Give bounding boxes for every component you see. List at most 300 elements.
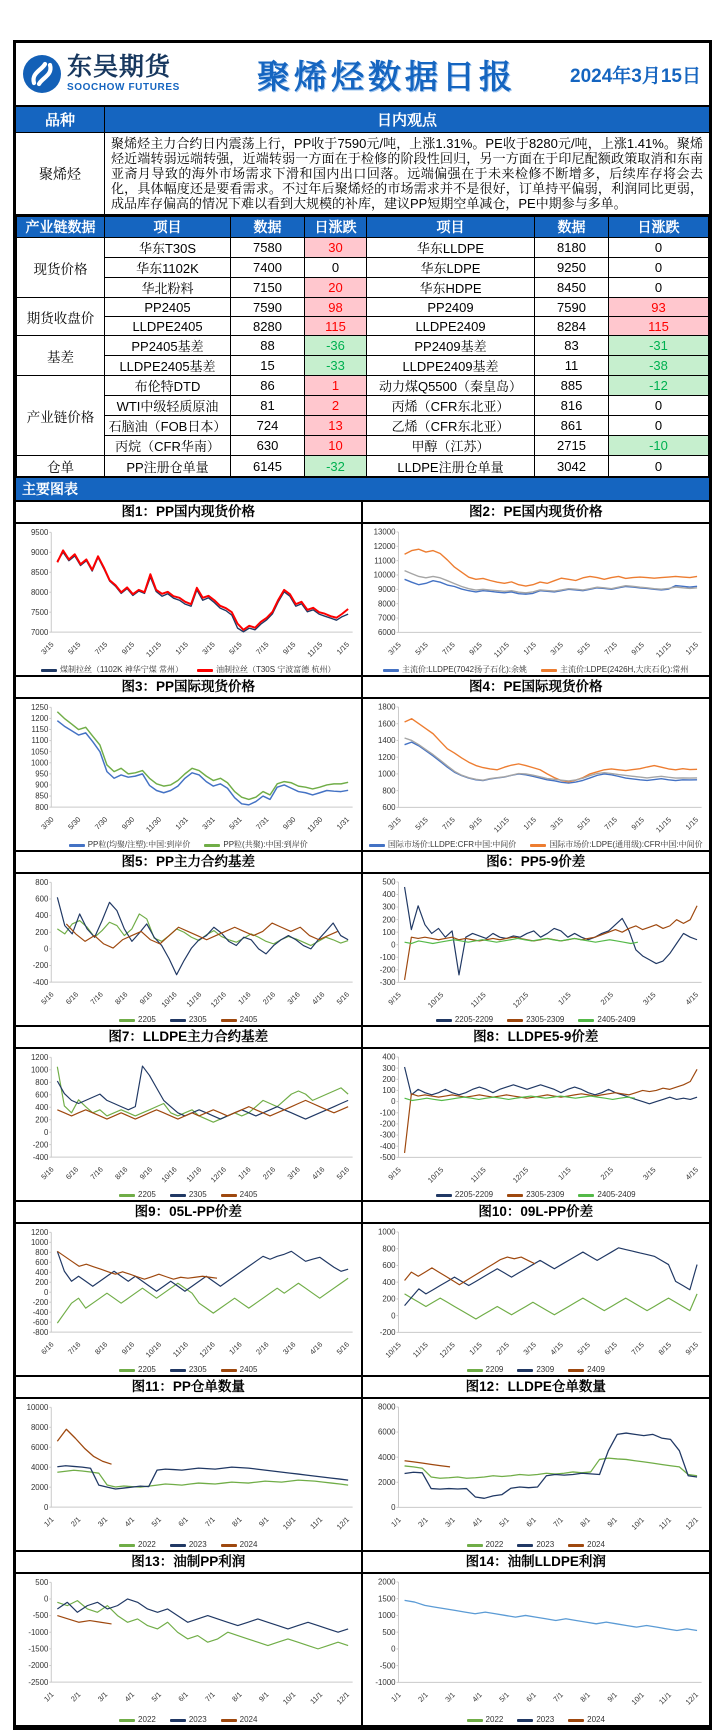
item-cell: 华东1102K bbox=[105, 258, 231, 278]
svg-text:0: 0 bbox=[43, 1287, 49, 1297]
legend-item bbox=[170, 1540, 207, 1550]
svg-text:12/16: 12/16 bbox=[208, 989, 228, 1010]
legend-item bbox=[383, 665, 527, 675]
legend-label: 煤制拉丝（1102K 神华宁煤 常州） bbox=[59, 665, 183, 674]
legend-label: 2305 bbox=[188, 1015, 207, 1024]
value-cell: 7590 bbox=[231, 298, 305, 317]
legend-label: 2023 bbox=[188, 1715, 207, 1724]
legend-item bbox=[221, 1715, 258, 1725]
svg-text:-400: -400 bbox=[32, 1152, 49, 1162]
legend-label: 主流价:LDPE(2426H,大庆石化):常州 bbox=[559, 665, 689, 674]
legend-swatch-icon bbox=[119, 1194, 135, 1197]
brand-name-en: SOOCHOW FUTURES bbox=[67, 82, 180, 93]
change-cell: 98 bbox=[305, 298, 367, 317]
chart-svg bbox=[365, 1401, 708, 1535]
svg-text:8/1: 8/1 bbox=[577, 1690, 592, 1704]
svg-text:9/15: 9/15 bbox=[280, 639, 298, 657]
legend-label: 油制拉丝（T30S 宁波富德 杭州） bbox=[215, 665, 336, 674]
legend-item bbox=[204, 840, 307, 850]
svg-text:800: 800 bbox=[35, 877, 49, 887]
legend-item bbox=[517, 1365, 554, 1375]
legend-label: 2405 bbox=[239, 1365, 258, 1374]
svg-text:7/16: 7/16 bbox=[88, 1164, 105, 1182]
svg-text:1/16: 1/16 bbox=[236, 1164, 253, 1182]
svg-text:-800: -800 bbox=[32, 1327, 49, 1337]
legend-label: 2022 bbox=[485, 1540, 504, 1549]
table-row bbox=[17, 416, 709, 436]
chart-series-line bbox=[57, 1466, 348, 1489]
chain-table bbox=[16, 216, 709, 478]
brand-name-cn: 东吴期货 bbox=[67, 53, 172, 81]
value-cell: 86 bbox=[231, 376, 305, 396]
chart-series-line bbox=[57, 1616, 111, 1624]
legend-label: 2409 bbox=[587, 1365, 605, 1374]
svg-text:1500: 1500 bbox=[377, 1594, 396, 1604]
chart-plot bbox=[363, 874, 710, 1025]
svg-text:100: 100 bbox=[381, 1086, 396, 1096]
change-cell: 0 bbox=[305, 258, 367, 278]
svg-text:9/15: 9/15 bbox=[385, 990, 403, 1007]
value-cell: 8284 bbox=[535, 317, 609, 336]
svg-text:13000: 13000 bbox=[373, 527, 396, 537]
item-cell: PP2409基差 bbox=[367, 336, 535, 356]
item-cell: LLDPE2409基差 bbox=[367, 356, 535, 376]
svg-text:5/1: 5/1 bbox=[149, 1514, 164, 1529]
svg-text:1000: 1000 bbox=[377, 1611, 396, 1621]
svg-text:11/15: 11/15 bbox=[410, 1340, 430, 1360]
svg-text:11/1: 11/1 bbox=[656, 1690, 673, 1707]
svg-text:500: 500 bbox=[35, 1577, 49, 1587]
item-cell: WTI中级轻质原油 bbox=[105, 396, 231, 416]
change-cell: 0 bbox=[609, 238, 709, 258]
svg-text:3/15: 3/15 bbox=[39, 639, 56, 657]
legend-swatch-icon bbox=[568, 1369, 584, 1372]
legend-swatch-icon bbox=[119, 1719, 135, 1722]
chart-legend bbox=[365, 1540, 708, 1550]
chart-cell-5 bbox=[16, 852, 363, 1027]
legend-item bbox=[568, 1715, 605, 1725]
legend-swatch-icon bbox=[436, 1019, 452, 1022]
svg-text:7/31: 7/31 bbox=[254, 814, 271, 832]
value-cell: 816 bbox=[535, 396, 609, 416]
chart-title: 图8：LLDPE5-9价差 bbox=[363, 1027, 710, 1049]
chart-legend bbox=[18, 1540, 359, 1550]
item-cell: 布伦特DTD bbox=[105, 376, 231, 396]
item-cell: 丙烯（CFR东北亚） bbox=[367, 396, 535, 416]
column-header: 日涨跌 bbox=[305, 217, 367, 238]
brand bbox=[22, 54, 222, 94]
svg-text:-200: -200 bbox=[32, 961, 49, 971]
chart-plot bbox=[363, 524, 710, 677]
chart-svg bbox=[365, 526, 708, 660]
svg-text:900: 900 bbox=[35, 780, 49, 790]
svg-text:1000: 1000 bbox=[377, 1227, 396, 1237]
svg-text:-100: -100 bbox=[379, 1108, 396, 1118]
svg-text:5/16: 5/16 bbox=[39, 1164, 56, 1182]
legend-label: 2023 bbox=[188, 1540, 207, 1549]
svg-text:7000: 7000 bbox=[30, 627, 49, 637]
chart-title: 图13：油制PP利润 bbox=[16, 1552, 361, 1574]
table-row bbox=[17, 298, 709, 317]
svg-text:7/16: 7/16 bbox=[88, 989, 105, 1007]
svg-text:8500: 8500 bbox=[30, 567, 49, 577]
svg-text:10/16: 10/16 bbox=[159, 1164, 179, 1185]
column-header: 项目 bbox=[105, 217, 231, 238]
column-header: 数据 bbox=[535, 217, 609, 238]
group-label: 产业链价格 bbox=[17, 376, 105, 456]
charts-section-banner: 主要图表 bbox=[16, 478, 709, 500]
svg-text:4/16: 4/16 bbox=[310, 1164, 327, 1182]
report-content bbox=[13, 40, 712, 1730]
chart-plot bbox=[16, 1224, 361, 1375]
svg-text:8/1: 8/1 bbox=[230, 1689, 244, 1704]
svg-text:6/1: 6/1 bbox=[523, 1690, 538, 1704]
chart-plot bbox=[363, 1574, 710, 1725]
chart-plot bbox=[363, 1399, 710, 1550]
svg-text:12000: 12000 bbox=[373, 541, 396, 551]
svg-text:2/1: 2/1 bbox=[415, 1515, 430, 1529]
legend-swatch-icon bbox=[170, 1194, 186, 1197]
svg-text:1050: 1050 bbox=[30, 747, 49, 757]
svg-text:6000: 6000 bbox=[30, 1442, 49, 1452]
svg-text:200: 200 bbox=[35, 927, 49, 937]
svg-text:11/15: 11/15 bbox=[305, 639, 325, 659]
legend-label: 2205-2209 bbox=[454, 1015, 494, 1024]
svg-text:1400: 1400 bbox=[377, 736, 396, 746]
svg-text:6000: 6000 bbox=[377, 628, 396, 638]
svg-text:3/16: 3/16 bbox=[285, 1164, 302, 1182]
svg-text:4/1: 4/1 bbox=[469, 1690, 484, 1704]
chart-svg bbox=[18, 701, 359, 835]
change-cell: 0 bbox=[609, 258, 709, 278]
legend-item bbox=[119, 1015, 156, 1025]
legend-swatch-icon bbox=[467, 1369, 483, 1372]
chart-title: 图1：PP国内现货价格 bbox=[16, 502, 361, 524]
group-label: 仓单 bbox=[17, 456, 105, 478]
legend-label: 2024 bbox=[239, 1715, 258, 1724]
svg-text:7/1: 7/1 bbox=[203, 1514, 217, 1529]
change-cell: -33 bbox=[305, 356, 367, 376]
item-cell: LLDPE2405 bbox=[105, 317, 231, 336]
legend-swatch-icon bbox=[436, 1194, 452, 1197]
svg-text:8/16: 8/16 bbox=[113, 989, 130, 1007]
change-cell: 2 bbox=[305, 396, 367, 416]
change-cell: 0 bbox=[609, 456, 709, 478]
chart-legend bbox=[365, 840, 708, 852]
change-cell: 0 bbox=[609, 396, 709, 416]
svg-text:1/1: 1/1 bbox=[42, 1689, 56, 1704]
svg-text:6/1: 6/1 bbox=[523, 1515, 538, 1529]
chart-cell-2 bbox=[363, 502, 710, 677]
svg-text:3/1: 3/1 bbox=[95, 1514, 110, 1529]
legend-swatch-icon bbox=[507, 1194, 523, 1197]
table-row bbox=[17, 376, 709, 396]
chart-legend bbox=[18, 1190, 359, 1200]
chart-title: 图12：LLDPE仓单数量 bbox=[363, 1377, 710, 1399]
chart-legend bbox=[18, 840, 359, 850]
svg-text:8000: 8000 bbox=[30, 587, 49, 597]
svg-text:6000: 6000 bbox=[377, 1427, 396, 1437]
svg-text:4/15: 4/15 bbox=[683, 1165, 700, 1182]
chart-cell-9 bbox=[16, 1202, 363, 1377]
value-cell: 6145 bbox=[231, 456, 305, 478]
chart-title: 图5：PP主力合约基差 bbox=[16, 852, 361, 874]
svg-text:11/15: 11/15 bbox=[468, 990, 488, 1010]
legend-label: 2205-2209 bbox=[454, 1190, 494, 1199]
brand-text bbox=[67, 55, 180, 93]
svg-text:600: 600 bbox=[35, 1257, 49, 1267]
svg-text:1/16: 1/16 bbox=[236, 989, 253, 1007]
chart-svg bbox=[365, 1226, 708, 1360]
value-cell: 8450 bbox=[535, 278, 609, 298]
svg-text:8000: 8000 bbox=[377, 599, 396, 609]
svg-text:8/16: 8/16 bbox=[113, 1164, 130, 1182]
legend-swatch-icon bbox=[119, 1544, 135, 1547]
chart-series-line bbox=[57, 1599, 348, 1632]
svg-text:12/15: 12/15 bbox=[510, 1165, 530, 1185]
svg-text:12/16: 12/16 bbox=[208, 1164, 228, 1185]
value-cell: 724 bbox=[231, 416, 305, 436]
table-row bbox=[17, 336, 709, 356]
value-cell: 8180 bbox=[535, 238, 609, 258]
svg-text:200: 200 bbox=[35, 1115, 49, 1125]
item-cell: PP注册仓单量 bbox=[105, 456, 231, 478]
svg-text:400: 400 bbox=[35, 911, 49, 921]
chart-plot bbox=[16, 699, 361, 850]
change-cell: 0 bbox=[609, 416, 709, 436]
svg-text:-400: -400 bbox=[379, 1141, 396, 1151]
legend-swatch-icon bbox=[383, 669, 399, 672]
svg-text:5/16: 5/16 bbox=[334, 989, 352, 1007]
svg-text:-600: -600 bbox=[32, 1317, 49, 1327]
change-cell: -32 bbox=[305, 456, 367, 478]
chart-title: 图10：09L-PP价差 bbox=[363, 1202, 710, 1224]
svg-text:5/31: 5/31 bbox=[227, 814, 244, 832]
svg-text:1/15: 1/15 bbox=[173, 639, 190, 657]
svg-text:-200: -200 bbox=[379, 1119, 396, 1129]
svg-text:4/1: 4/1 bbox=[469, 1515, 484, 1529]
svg-text:1000: 1000 bbox=[30, 1237, 49, 1247]
legend-label: 2023 bbox=[536, 1540, 555, 1549]
svg-text:2/15: 2/15 bbox=[598, 1165, 615, 1182]
legend-label: 2305-2309 bbox=[526, 1190, 565, 1199]
chart-series-line bbox=[57, 1251, 348, 1291]
table-row bbox=[17, 436, 709, 456]
legend-label: 主流价:LLDPE(7042扬子石化):余姚 bbox=[402, 665, 527, 674]
legend-label: PP粒(均聚/注塑):中国:到岸价 bbox=[87, 840, 191, 849]
legend-item bbox=[119, 1540, 156, 1550]
legend-item bbox=[170, 1365, 207, 1375]
value-cell: 861 bbox=[535, 416, 609, 436]
svg-text:9/15: 9/15 bbox=[683, 1340, 700, 1357]
svg-text:1200: 1200 bbox=[30, 1227, 49, 1237]
item-cell: 乙烯（CFR东北亚） bbox=[367, 416, 535, 436]
svg-text:11/16: 11/16 bbox=[170, 1339, 190, 1359]
svg-text:5/15: 5/15 bbox=[574, 1340, 592, 1357]
svg-text:10/16: 10/16 bbox=[143, 1339, 164, 1360]
item-cell: PP2409 bbox=[367, 298, 535, 317]
chart-plot bbox=[16, 874, 361, 1025]
chart-series-line bbox=[404, 1600, 697, 1630]
legend-item bbox=[578, 1190, 635, 1200]
svg-text:10/15: 10/15 bbox=[425, 990, 445, 1010]
svg-text:9/16: 9/16 bbox=[137, 1164, 155, 1182]
chart-series-line bbox=[404, 1067, 697, 1104]
chart-svg bbox=[365, 1576, 708, 1710]
value-cell: 7150 bbox=[231, 278, 305, 298]
legend-swatch-icon bbox=[467, 1544, 483, 1547]
chart-series-line bbox=[57, 1251, 217, 1279]
svg-text:1000: 1000 bbox=[30, 1065, 49, 1075]
svg-text:3/30: 3/30 bbox=[39, 814, 56, 832]
column-header: 产业链数据 bbox=[17, 217, 105, 238]
value-cell: 8280 bbox=[231, 317, 305, 336]
svg-text:7/15: 7/15 bbox=[628, 1340, 646, 1357]
legend-item bbox=[221, 1365, 258, 1375]
chart-title: 图4：PE国际现货价格 bbox=[363, 677, 710, 699]
svg-text:11/15: 11/15 bbox=[468, 1165, 488, 1185]
chart-svg bbox=[18, 1051, 359, 1185]
svg-text:9000: 9000 bbox=[30, 547, 49, 557]
legend-label: 2023 bbox=[536, 1715, 555, 1724]
item-cell: PP2405 bbox=[105, 298, 231, 317]
chart-plot bbox=[16, 1574, 361, 1725]
svg-text:11/1: 11/1 bbox=[308, 1514, 325, 1531]
value-cell: 7400 bbox=[231, 258, 305, 278]
svg-text:600: 600 bbox=[381, 1261, 396, 1271]
chart-title: 图2：PE国内现货价格 bbox=[363, 502, 710, 524]
svg-text:9/30: 9/30 bbox=[280, 814, 298, 832]
legend-swatch-icon bbox=[221, 1544, 237, 1547]
table-row bbox=[17, 238, 709, 258]
svg-text:3/15: 3/15 bbox=[200, 639, 217, 657]
svg-text:10/1: 10/1 bbox=[628, 1690, 646, 1707]
svg-text:0: 0 bbox=[390, 940, 396, 950]
svg-text:3/15: 3/15 bbox=[385, 640, 403, 657]
legend-label: 2024 bbox=[239, 1540, 258, 1549]
charts-grid bbox=[16, 500, 709, 1727]
svg-text:9000: 9000 bbox=[377, 585, 396, 595]
change-cell: -10 bbox=[609, 436, 709, 456]
change-cell: 10 bbox=[305, 436, 367, 456]
svg-text:1250: 1250 bbox=[30, 702, 49, 712]
svg-text:4000: 4000 bbox=[377, 1452, 396, 1462]
svg-text:0: 0 bbox=[390, 1097, 396, 1107]
svg-text:1800: 1800 bbox=[377, 702, 396, 712]
item-cell: 华东T30S bbox=[105, 238, 231, 258]
svg-text:-1500: -1500 bbox=[28, 1644, 49, 1654]
svg-text:11/15: 11/15 bbox=[491, 815, 511, 835]
chart-series-line bbox=[57, 1429, 111, 1464]
svg-text:9/15: 9/15 bbox=[628, 815, 646, 832]
chart-cell-10 bbox=[363, 1202, 710, 1377]
chart-legend bbox=[18, 1015, 359, 1025]
item-cell: 动力煤Q5500（秦皇岛） bbox=[367, 376, 535, 396]
table-row bbox=[17, 396, 709, 416]
svg-text:1/15: 1/15 bbox=[555, 990, 573, 1007]
soochow-logo-icon bbox=[22, 54, 62, 94]
svg-text:7/15: 7/15 bbox=[439, 815, 457, 832]
value-cell: 3042 bbox=[535, 456, 609, 478]
chart-svg bbox=[18, 1226, 359, 1360]
svg-text:9/16: 9/16 bbox=[119, 1339, 137, 1357]
svg-text:10/1: 10/1 bbox=[280, 1689, 298, 1707]
value-cell: 83 bbox=[535, 336, 609, 356]
legend-item bbox=[517, 1540, 554, 1550]
svg-text:7/1: 7/1 bbox=[550, 1515, 565, 1529]
svg-text:7500: 7500 bbox=[30, 607, 49, 617]
legend-item bbox=[530, 840, 702, 850]
svg-text:6/15: 6/15 bbox=[601, 1340, 619, 1357]
svg-text:3/15: 3/15 bbox=[547, 815, 565, 832]
chart-title: 图14：油制LLDPE利润 bbox=[363, 1552, 710, 1574]
chart-series-line bbox=[404, 719, 697, 782]
svg-text:2000: 2000 bbox=[377, 1477, 396, 1487]
svg-text:3/15: 3/15 bbox=[640, 990, 658, 1007]
legend-swatch-icon bbox=[119, 1369, 135, 1372]
svg-text:-200: -200 bbox=[32, 1297, 49, 1307]
svg-text:1100: 1100 bbox=[31, 736, 49, 746]
value-cell: 11 bbox=[535, 356, 609, 376]
legend-label: 2205 bbox=[138, 1015, 156, 1024]
chart-legend bbox=[18, 1715, 359, 1725]
legend-label: 国际市场价:LDPE(通用级):CFR中国:中间价 bbox=[549, 840, 703, 849]
svg-text:12/15: 12/15 bbox=[436, 1340, 457, 1360]
item-cell: 华北粉料 bbox=[105, 278, 231, 298]
svg-text:2/1: 2/1 bbox=[415, 1690, 430, 1704]
legend-swatch-icon bbox=[578, 1019, 594, 1022]
legend-item bbox=[467, 1540, 504, 1550]
legend-label: 2305-2309 bbox=[526, 1015, 565, 1024]
svg-text:11000: 11000 bbox=[373, 556, 396, 566]
legend-label: 2405-2409 bbox=[597, 1015, 636, 1024]
chart-cell-7 bbox=[16, 1027, 363, 1202]
legend-item bbox=[369, 840, 516, 850]
svg-text:5/15: 5/15 bbox=[66, 639, 83, 657]
svg-text:9/15: 9/15 bbox=[385, 1165, 403, 1182]
svg-text:8000: 8000 bbox=[377, 1402, 396, 1412]
value-cell: 9250 bbox=[535, 258, 609, 278]
svg-text:4/16: 4/16 bbox=[310, 989, 327, 1007]
svg-text:9500: 9500 bbox=[30, 527, 49, 537]
svg-text:8/1: 8/1 bbox=[577, 1515, 592, 1529]
report-date: 2024年3月15日 bbox=[570, 65, 701, 87]
legend-item bbox=[41, 665, 183, 675]
svg-text:500: 500 bbox=[381, 1627, 396, 1637]
svg-text:3/15: 3/15 bbox=[547, 640, 565, 657]
legend-item bbox=[221, 1540, 258, 1550]
legend-item bbox=[119, 1715, 156, 1725]
group-label: 现货价格 bbox=[17, 238, 105, 298]
svg-text:400: 400 bbox=[381, 1052, 396, 1062]
legend-item bbox=[467, 1715, 504, 1725]
chart-legend bbox=[365, 1715, 708, 1725]
svg-text:7/15: 7/15 bbox=[254, 639, 271, 657]
chart-series-line bbox=[57, 721, 348, 805]
svg-text:5/1: 5/1 bbox=[496, 1515, 511, 1529]
legend-label: 2309 bbox=[536, 1365, 555, 1374]
legend-swatch-icon bbox=[568, 1719, 584, 1722]
legend-item bbox=[436, 1190, 493, 1200]
svg-text:12/1: 12/1 bbox=[334, 1689, 352, 1707]
svg-text:8/1: 8/1 bbox=[230, 1514, 244, 1529]
svg-text:0: 0 bbox=[390, 1503, 396, 1513]
svg-text:10/16: 10/16 bbox=[159, 989, 179, 1010]
value-cell: 2715 bbox=[535, 436, 609, 456]
svg-text:9/1: 9/1 bbox=[604, 1690, 619, 1704]
svg-text:10000: 10000 bbox=[26, 1402, 49, 1412]
svg-text:1150: 1150 bbox=[31, 725, 49, 735]
